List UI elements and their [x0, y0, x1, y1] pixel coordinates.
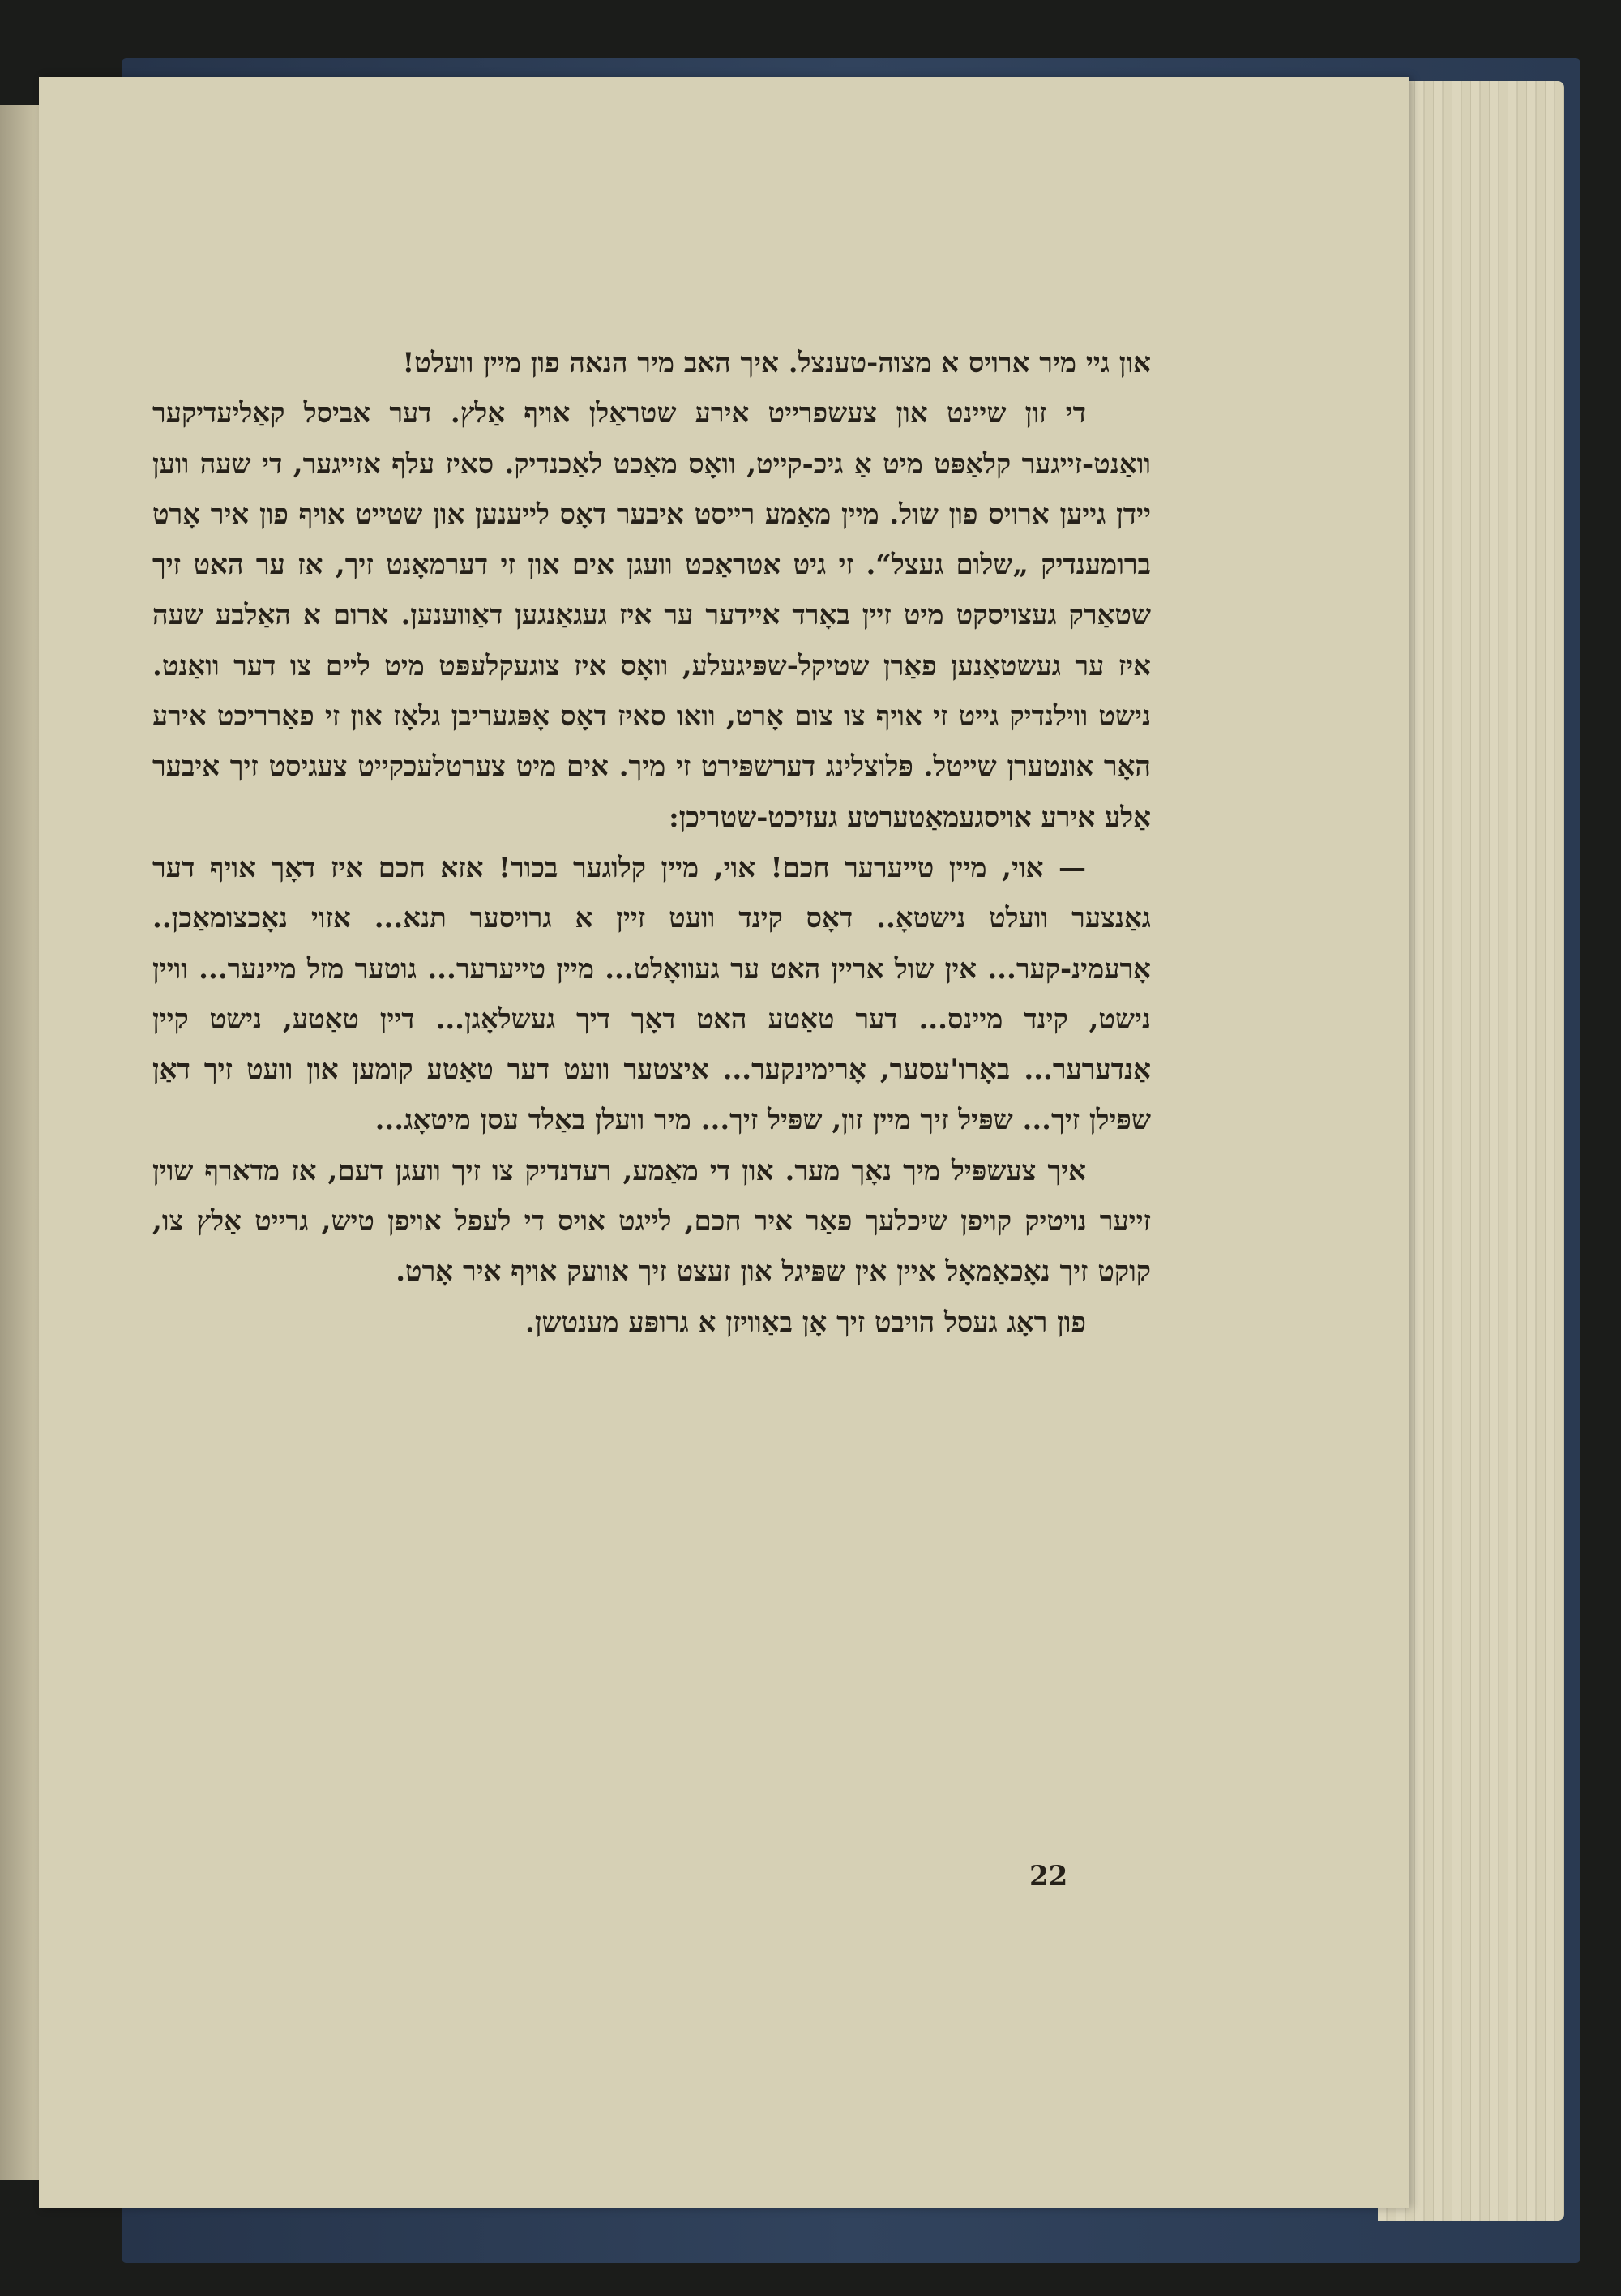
paragraph: — אוי, מיין טייערער חכם! אוי, מיין קלוגער בכור! אזא חכם איז דאָך אויף דער גאַנצער וועלט נישטאָ.. דאָס קינד וועט זיין א גרויסער תנא... אזוי נאָכצומאַכן.. אָרעמינ-קער... אין שול אריין האט ער געוואָלט... מיין טייערער... גוטער מזל מיינער... וויין נישט, קינד מיינס... דער טאַטע האט דאָך דיך געשלאָגן... דיין טאַטע, נישט קיין אַנדערער... באָרו'עסער, אָרימינקער... איצטער וועט דער טאַטע קומען און וועט זיך דאַן שפּילן זיך... שפּיל זיך מיין זון, שפּיל זיך... מיר וועלן באַלד עסן מיטאָג... [152, 851, 1151, 1137]
paragraph: די זון שיינט און צעשפרייט אירע שטראַלן אויף אַלץ. דער אביסל קאַליעדיקער וואַנט-זייגער קלאַפּט מיט אַ גיכ-קייט, וואָס מאַכט לאַכנדיק. סאיז עלף אזייגער, די שעה ווען יידן גייען ארויס פון שול. מיין מאַמע רייסט איבער דאָס לייענען און שטייט אויף פון איר אָרט ברומענדיק „שלום געצל“. זי גיט אטראַכט וועגן אים און זי דערמאָנט זיך, אז ער האט זיך שטאַרק געצויסקט מיט זיין באָרד איידער ער איז געגאַנגען דאַווענען. ארום א האַלבע שעה איז ער געשטאַנען פאַרן שטיקל-שפּיגעלע, וואָס איז צוגעקלעפּט מיט ליים צו דער וואַנט. נישט ווילנדיק גייט זי אויף צו צום אָרט, וואו סאיז דאָס אָפּגעריבן גלאָז און זי פאַרריכט אירע האָר אונטערן שייטל. פּלוצלינג דערשפּירט זי מיך. אים מיט צערטלעכקייט צעגיסט זיך איבער אַלע אירע אויסגעמאַטערטע געזיכט-שטריכן: [152, 397, 1151, 834]
paragraph: און גיי מיר ארויס א מצוה-טענצל. איך האב מיר הנאה פון מיין וועלט! [402, 347, 1151, 379]
page-body [152, 338, 1151, 1902]
previous-page-edge [0, 105, 39, 2180]
paragraph: איך צעשפּיל מיך נאָך מער. און די מאַמע, רעדנדיק צו זיך וועגן דעם, אז מדארף שוין זייער נויטיק קויפן שיכלעך פאַר איר חכם, לייגט אויס די לעפל אויפן טיש, גרייט אַלץ צו, קוקט זיך נאָכאַמאָל איין אין שפּיגל און זעצט זיך אוועק אויף איר אָרט. [152, 1154, 1151, 1289]
paragraph: פון ראָג געסל הויבט זיך אָן באַוויזן א גרופּע מענטשן. [525, 1306, 1086, 1339]
page-number: 22 [1029, 1860, 1068, 1892]
book-page [39, 77, 1409, 2208]
